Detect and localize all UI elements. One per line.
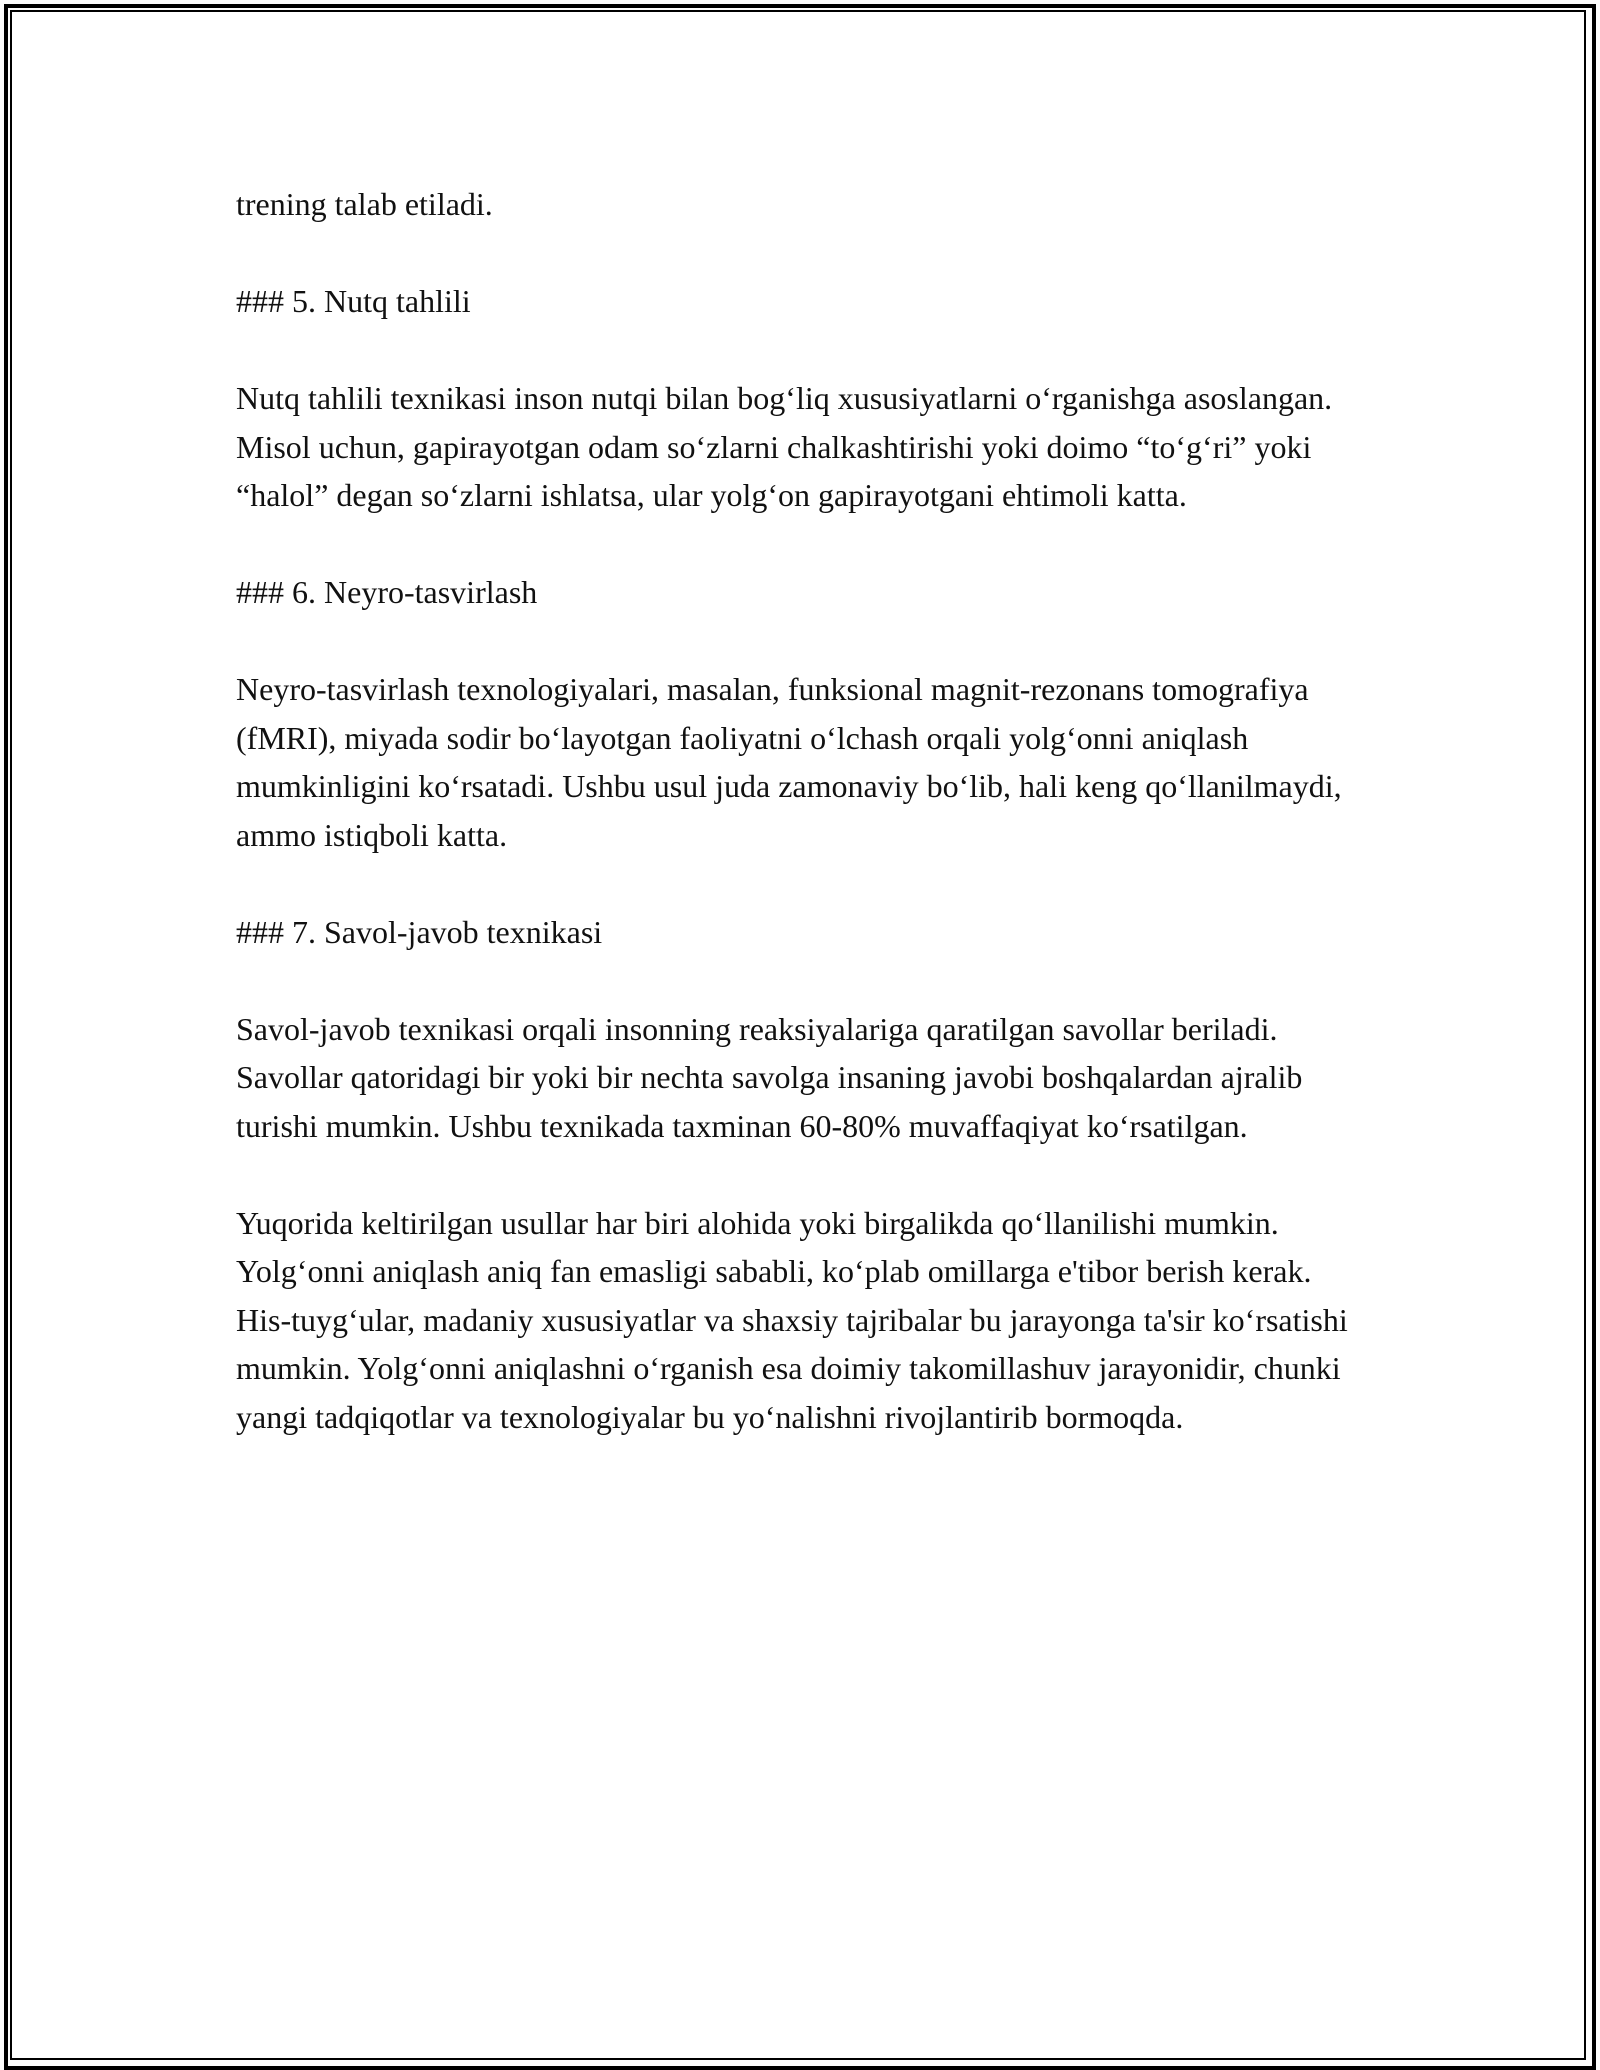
section-heading-nutq-tahlili: ### 5. Nutq tahlili — [236, 283, 471, 319]
document-page — [236, 180, 1366, 1490]
section-heading-savol-javob: ### 7. Savol-javob texnikasi — [236, 913, 603, 950]
paragraph-neyro-tasvirlash: Neyro-tasvirlash texnologiyalari, masalan, funksional magnit-rezonans tomografiya (fMRI), miyada sodir bo‘layotgan faoliyatni o‘lchash orqali yolg‘onni aniqlash mumkinligini ko‘rsatadi. Ushbu usul juda zamonaviy bo‘lib, hali keng qo‘llanilmaydi, ammo istiqboli katta. — [236, 671, 1342, 853]
paragraph-savol-javob: Savol-javob texnikasi orqali insonning reaksiyalariga qaratilgan savollar beriladi. Savollar qatoridagi bir yoki bir nechta savolga insaning javobi boshqalardan ajralib turishi mumkin. Ushbu texnikada taxminan 60-80% muvaffaqiyat ko‘rsatilgan. — [236, 1010, 1303, 1144]
paragraph-continuation: trening talab etiladi. — [236, 186, 493, 222]
section-heading-neyro-tasvirlash: ### 6. Neyro-tasvirlash — [236, 574, 538, 610]
paragraph-nutq-tahlili: Nutq tahlili texnikasi inson nutqi bilan bog‘liq xususiyatlarni o‘rganishga asoslangan. Misol uchun, gapirayotgan odam so‘zlarni chalkashtirishi yoki doimo “to‘g‘ri” yoki “halol” degan so‘zlarni ishlatsa, ular yolg‘on gapirayotgani ehtimoli katta. — [236, 380, 1333, 513]
paragraph-conclusion: Yuqorida keltirilgan usullar har biri alohida yoki birgalikda qo‘llanilishi mumkin. Yolg‘onni aniqlash aniq fan emasligi sababli, ko‘plab omillarga e'tibor berish kerak. His-tuyg‘ular, madaniy xususiyatlar va shaxsiy tajribalar bu jarayonga ta'sir ko‘rsatishi mumkin. Yolg‘onni aniqlashni o‘rganish esa doimiy takomillashuv jarayonidir, chunki yangi tadqiqotlar va texnologiyalar bu yo‘nalishni rivojlantirib bormoqda. — [236, 1204, 1348, 1435]
